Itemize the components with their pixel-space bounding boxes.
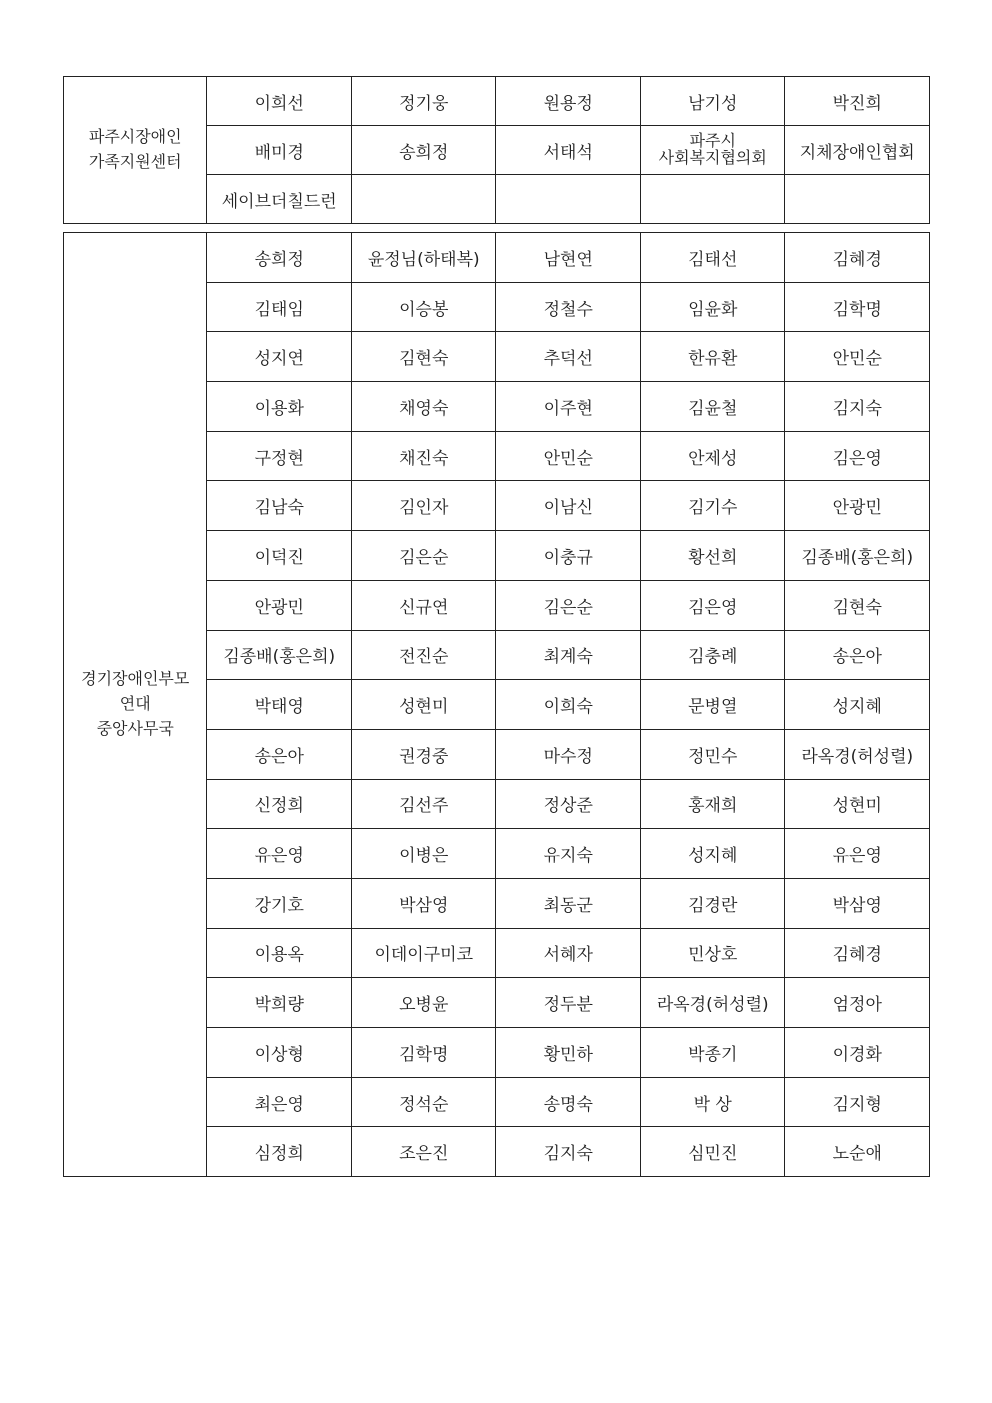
name-cell-line: 파주시 [689,131,736,151]
name-cell: 김현숙 [785,580,930,630]
name-cell: 민상호 [640,928,785,978]
name-cell: 김경란 [640,878,785,928]
name-cell: 김기수 [640,481,785,531]
name-cell: 박 상 [640,1077,785,1127]
name-cell: 김은순 [496,580,641,630]
table-row [64,77,930,126]
name-cell: 안민순 [496,431,641,481]
member-table-paju [63,76,930,224]
name-cell: 이남신 [496,481,641,531]
name-cell: 최은영 [207,1077,352,1127]
name-cell: 김태선 [640,233,785,283]
name-cell: 남기성 [640,77,785,126]
name-cell: 이충규 [496,531,641,581]
name-cell: 마수정 [496,729,641,779]
name-cell: 김학명 [351,1028,496,1078]
name-cell: 정철수 [496,282,641,332]
name-cell: 김충례 [640,630,785,680]
name-cell: 이용화 [207,382,352,432]
name-cell: 정석순 [351,1077,496,1127]
name-cell: 박태영 [207,680,352,730]
name-cell: 전진순 [351,630,496,680]
name-cell: 채진숙 [351,431,496,481]
name-cell: 강기호 [207,878,352,928]
name-cell [496,175,641,224]
name-cell: 김은영 [785,431,930,481]
name-cell: 심정희 [207,1127,352,1177]
name-cell: 성현미 [351,680,496,730]
name-cell [351,175,496,224]
name-cell: 신정희 [207,779,352,829]
name-cell: 이희선 [207,77,352,126]
name-cell: 송은아 [207,729,352,779]
organization-name-line: 중앙사무국 [96,718,174,738]
name-cell: 황선희 [640,531,785,581]
name-cell: 엄정아 [785,978,930,1028]
name-cell: 이주현 [496,382,641,432]
name-cell: 채영숙 [351,382,496,432]
name-cell: 송은아 [785,630,930,680]
name-cell: 김인자 [351,481,496,531]
name-cell: 송명숙 [496,1077,641,1127]
name-cell: 안제성 [640,431,785,481]
organization-name-line: 경기장애인부모 [81,669,190,689]
name-cell: 김종배(홍은희) [785,531,930,581]
name-cell: 성지혜 [785,680,930,730]
name-cell: 안광민 [207,580,352,630]
name-cell: 이덕진 [207,531,352,581]
name-cell: 김남숙 [207,481,352,531]
name-cell: 이승봉 [351,282,496,332]
name-cell: 김혜경 [785,928,930,978]
name-cell: 이용옥 [207,928,352,978]
name-cell: 성지혜 [640,829,785,879]
name-cell: 한유환 [640,332,785,382]
name-cell: 권경중 [351,729,496,779]
name-cell: 유은영 [785,829,930,879]
name-cell: 구정현 [207,431,352,481]
name-cell: 유지숙 [496,829,641,879]
name-cell: 서혜자 [496,928,641,978]
name-cell: 김윤철 [640,382,785,432]
name-cell: 김지형 [785,1077,930,1127]
name-cell: 홍재희 [640,779,785,829]
name-cell: 황민하 [496,1028,641,1078]
name-cell: 정두분 [496,978,641,1028]
name-cell: 서태석 [496,126,641,175]
name-cell: 김지숙 [496,1127,641,1177]
name-cell: 최계숙 [496,630,641,680]
name-cell: 박종기 [640,1028,785,1078]
name-cell: 송희정 [207,233,352,283]
name-cell: 추덕선 [496,332,641,382]
name-cell: 지체장애인협회 [785,126,930,175]
name-cell: 성현미 [785,779,930,829]
name-cell: 박희량 [207,978,352,1028]
name-cell: 원용정 [496,77,641,126]
name-cell: 안광민 [785,481,930,531]
name-cell [785,175,930,224]
name-cell: 이상형 [207,1028,352,1078]
name-cell: 이데이구미코 [351,928,496,978]
name-cell: 김현숙 [351,332,496,382]
name-cell: 김종배(홍은희) [207,630,352,680]
name-cell: 정기웅 [351,77,496,126]
name-cell: 문병열 [640,680,785,730]
name-cell: 안민순 [785,332,930,382]
name-cell: 김지숙 [785,382,930,432]
name-cell: 정민수 [640,729,785,779]
name-cell [640,175,785,224]
name-cell: 이경화 [785,1028,930,1078]
name-cell: 라옥경(허성렬) [785,729,930,779]
name-cell: 김학명 [785,282,930,332]
member-table-gyeonggi [63,232,930,1177]
name-cell: 박진희 [785,77,930,126]
name-cell: 조은진 [351,1127,496,1177]
name-cell-line: 사회복지협의회 [658,148,767,167]
name-cell: 유은영 [207,829,352,879]
name-cell: 이희숙 [496,680,641,730]
name-cell: 김선주 [351,779,496,829]
name-cell: 심민진 [640,1127,785,1177]
table-row [64,233,930,283]
name-cell: 김혜경 [785,233,930,283]
name-cell: 노순애 [785,1127,930,1177]
name-cell: 김은순 [351,531,496,581]
name-cell: 배미경 [207,126,352,175]
name-cell [640,126,785,175]
organization-name-line: 가족지원센터 [88,152,182,171]
organization-name-line: 파주시장애인 [88,127,182,147]
name-cell: 라옥경(허성렬) [640,978,785,1028]
name-cell: 최동군 [496,878,641,928]
name-cell: 김태임 [207,282,352,332]
name-cell: 윤정님(하태복) [351,233,496,283]
name-cell: 정상준 [496,779,641,829]
name-cell: 박삼영 [351,878,496,928]
name-cell: 오병윤 [351,978,496,1028]
name-cell: 남현연 [496,233,641,283]
name-cell: 성지연 [207,332,352,382]
organization-name [64,233,207,1177]
name-cell: 임윤화 [640,282,785,332]
name-cell: 신규연 [351,580,496,630]
organization-name [64,77,207,224]
name-cell: 김은영 [640,580,785,630]
name-cell: 이병은 [351,829,496,879]
organization-name-line: 연대 [119,694,151,714]
name-cell: 세이브더칠드런 [207,175,352,224]
name-cell: 송희정 [351,126,496,175]
name-cell: 박삼영 [785,878,930,928]
